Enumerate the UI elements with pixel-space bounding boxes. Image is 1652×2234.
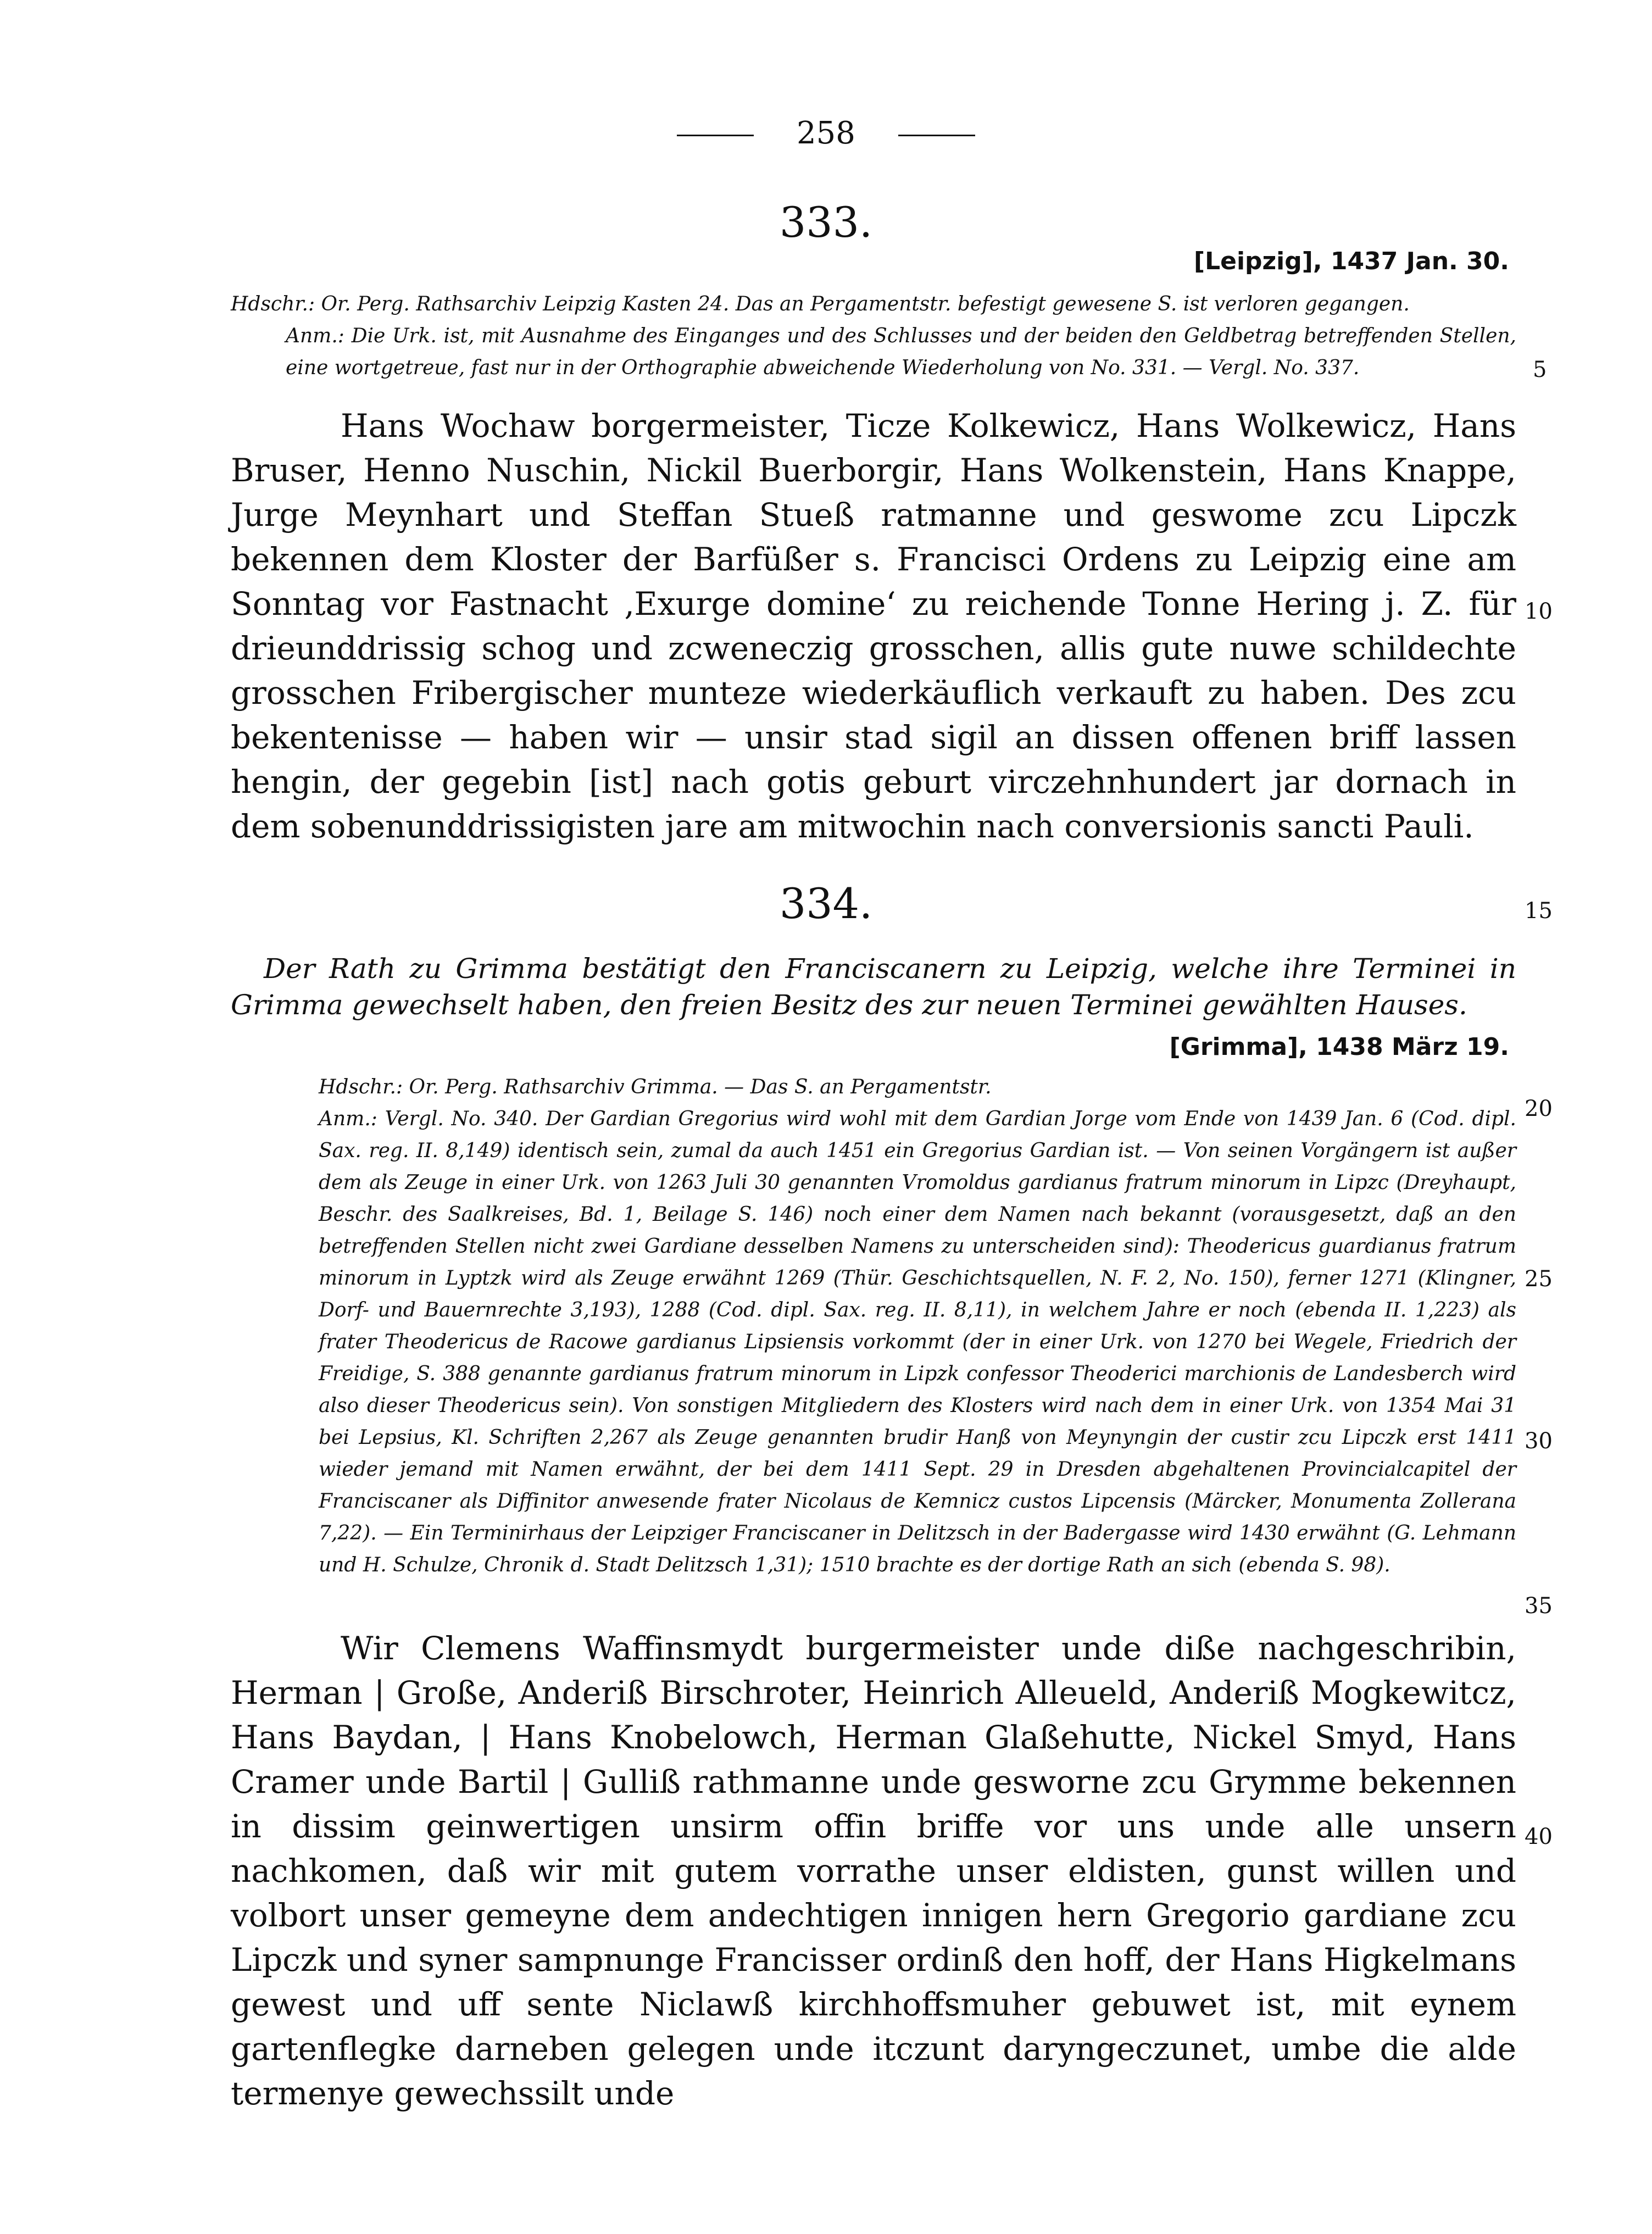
doc-333-number: 333. <box>779 198 873 247</box>
doc-334-date: [Grimma], 1438 März 19. <box>1169 1033 1509 1061</box>
line-number: 30 <box>1525 1429 1553 1454</box>
doc-333-manuscript-note: Hdschr.: Or. Perg. Rathsarchiv Leipzig Kasten 24. Das an Pergamentstr. befestigt gewesene S. ist verloren gegangen. <box>231 293 1410 315</box>
line-number: 40 <box>1525 1824 1553 1849</box>
doc-333-annotation: Anm.: Die Urk. ist, mit Ausnahme des Einganges und des Schlusses und der beiden den Geldbetrag betreffenden Stellen, eine wortgetreue, fast nur in der Orthographie abweichende Wiederholung von No. 331. — Vergl. No. 337. <box>286 325 1516 379</box>
header-rule-right <box>898 135 975 136</box>
line-number: 5 <box>1533 357 1547 382</box>
page-header <box>0 115 1652 151</box>
doc-334-manuscript-note: Hdschr.: Or. Perg. Rathsarchiv Grimma. — Das S. an Pergamentstr. <box>319 1076 992 1098</box>
header-rule-left <box>677 135 754 136</box>
doc-334-number: 334. <box>779 879 873 928</box>
line-number: 10 <box>1525 599 1553 624</box>
doc-334-annotation: Anm.: Vergl. No. 340. Der Gardian Gregorius wird wohl mit dem Gardian Jorge vom Ende von 1439 Jan. 6 (Cod. dipl. Sax. reg. II. 8,149) identisch sein, zumal da auch 1451 ein Gregorius Gardian ist. — Von seinen Vorgängern ist außer dem als Zeuge in einer Urk. von 1263 Juli 30 genannten Vromoldus gardianus fratrum minorum in Lipzc (Dreyhaupt, Beschr. des Saalkreises, Bd. 1, Beilage S. 146) noch einer dem Namen nach bekannt (vorausgesetzt, daß an den betreffenden Stellen nicht zwei Gardiane desselben Namens zu unterscheiden sind): Theodericus guardianus fratrum minorum in Lyptzk wird als Zeuge erwähnt 1269 (Thür. Geschichtsquellen, N. F. 2, No. 150), ferner 1271 (Klingner, Dorf- und Bauernrechte 3,193), 1288 (Cod. dipl. Sax. reg. II. 8,11), in welchem Jahre er noch (ebenda II. 1,223) als frater Theodericus de Racowe gardianus Lipsiensis vorkommt (der in einer Urk. von 1270 bei Wegele, Friedrich der Freidige, S. 388 genannte gardianus fratrum minorum in Lipzk confessor Theoderici marchionis de Landesberch wird also dieser Theodericus sein). Von sonstigen Mitgliedern des Klosters wird nach dem in einer Urk. von 1354 Mai 31 bei Lepsius, Kl. Schriften 2,267 als Zeuge genannten brudir Hanß von Meynyngin der custir zcu Lipczk erst 1411 wieder jemand mit Namen erwähnt, der bei dem 1411 Sept. 29 in Dresden abgehaltenen Provincialcapitel der Franciscaner als Diffinitor anwesende frater Nicolaus de Kemnicz custos Lipcensis (Märcker, Monumenta Zollerana 7,22). — Ein Terminirhaus der Leipziger Franciscaner in Delitzsch in der Badergasse wird 1430 erwähnt (G. Lehmann und H. Schulze, Chronik d. Stadt Delitzsch 1,31); 1510 brachte es der dortige Rath an sich (ebenda S. 98). <box>319 1108 1516 1576</box>
line-number: 25 <box>1525 1266 1553 1292</box>
doc-333-date: [Leipzig], 1437 Jan. 30. <box>1193 247 1509 275</box>
doc-334-body: Wir Clemens Waffinsmydt burgermeister unde diße nachgeschribin, Herman | Große, Anderiß Birschroter, Heinrich Alleueld, Anderiß Mogkewitcz, Hans Baydan, | Hans Knobelowch, Herman Glaßehutte, Nickel Smyd, Hans Cramer unde Bartil | Gulliß rathmanne unde gesworne zcu Grymme bekennen in dissim geinwertigen unsirm offin briffe vor uns unde alle unsern nachkomen, daß wir mit gutem vorrathe unser eldisten, gunst willen und volbort unser gemeyne dem andechtigen innigen hern Gregorio gardiane zcu Lipczk und syner sampnunge Francisser ordinß den hoff, der Hans Higkelmans gewest und uff sente Niclawß kirchhoffsmuher gebuwet ist, mit eynem gartenflegke darneben gelegen unde itczunt daryngeczunet, umbe die alde termenye gewechssilt unde <box>231 1630 1516 2112</box>
line-number: 35 <box>1525 1593 1553 1619</box>
doc-333-text <box>231 404 1516 849</box>
doc-334-apparatus <box>231 1071 1516 1581</box>
doc-334-summary <box>231 951 1516 1023</box>
doc-334-text <box>231 1626 1516 2116</box>
doc-333-apparatus <box>231 288 1516 384</box>
doc-334-summary-text: Der Rath zu Grimma bestätigt den Franciscanern zu Leipzig, welche ihre Terminei in Grimma gewechselt haben, den freien Besitz des zur neuen Terminei gewählten Hauses. <box>231 953 1516 1021</box>
line-number: 15 <box>1525 898 1553 924</box>
page-number: 258 <box>797 115 855 151</box>
line-number: 20 <box>1525 1096 1553 1121</box>
doc-333-body: Hans Wochaw borgermeister, Ticze Kolkewicz, Hans Wolkewicz, Hans Bruser, Henno Nuschin, Nickil Buerborgir, Hans Wolkenstein, Hans Knappe, Jurge Meynhart und Steffan Stueß ratmanne und geswome zcu Lipczk bekennen dem Kloster der Barfüßer s. Francisci Ordens zu Leipzig eine am Sonntag vor Fastnacht ‚Exurge domine‘ zu reichende Tonne Hering j. Z. für drieunddrissig schog und zcweneczig grosschen, allis gute nuwe schildechte grosschen Fribergischer munteze wiederkäuflich verkauft zu haben. Des zcu bekentenisse — haben wir — unsir stad sigil an dissen offenen briff lassen hengin, der gegebin [ist] nach gotis geburt virczehnhundert jar dornach in dem sobenunddrissigisten jare am mitwochin nach conversionis sancti Pauli. <box>231 407 1516 845</box>
